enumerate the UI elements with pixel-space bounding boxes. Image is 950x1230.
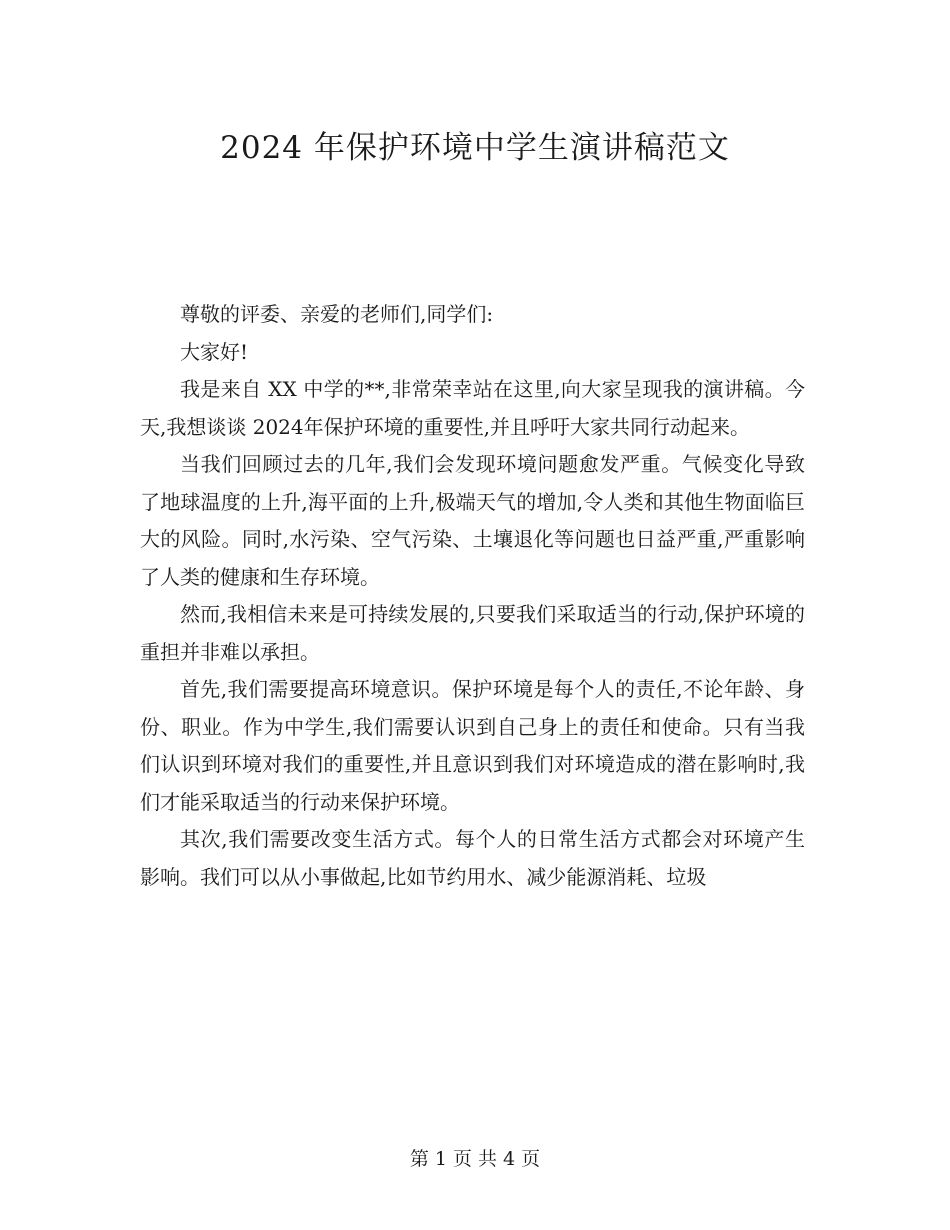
paragraph-hope: 然而,我相信未来是可持续发展的,只要我们采取适当的行动,保护环境的重担并非难以承担。	[140, 602, 805, 664]
paragraph-greeting: 尊敬的评委、亲爱的老师们,同学们:	[180, 302, 494, 326]
paragraph-intro: 我是来自 XX 中学的**,非常荣幸站在这里,向大家呈现我的演讲稿。今天,我想谈谈 2024年保护环境的重要性,并且呼吁大家共同行动起来。	[140, 377, 805, 439]
paragraph-awareness: 首先,我们需要提高环境意识。保护环境是每个人的责任,不论年龄、身份、职业。作为中学生,我们需要认识到自己身上的责任和使命。只有当我们认识到环境对我们的重要性,并且意识到我们对环境造成的潜在影响时,我们才能采取适当的行动来保护环境。	[140, 677, 805, 814]
paragraph-problems: 当我们回顾过去的几年,我们会发现环境问题愈发严重。气候变化导致了地球温度的上升,海平面的上升,极端天气的增加,令人类和其他生物面临巨大的风险。同时,水污染、空气污染、土壤退化等问题也日益严重,严重影响了人类的健康和生存环境。	[140, 452, 805, 589]
page-footer: 第 1 页 共 4 页	[409, 1148, 541, 1170]
paragraph-hello: 大家好!	[180, 339, 249, 364]
document-title: 2024 年保护环境中学生演讲稿范文	[220, 130, 730, 166]
paragraph-lifestyle: 其次,我们需要改变生活方式。每个人的日常生活方式都会对环境产生影响。我们可以从小事做起,比如节约用水、减少能源消耗、垃圾	[140, 827, 805, 889]
document-body	[140, 296, 805, 896]
